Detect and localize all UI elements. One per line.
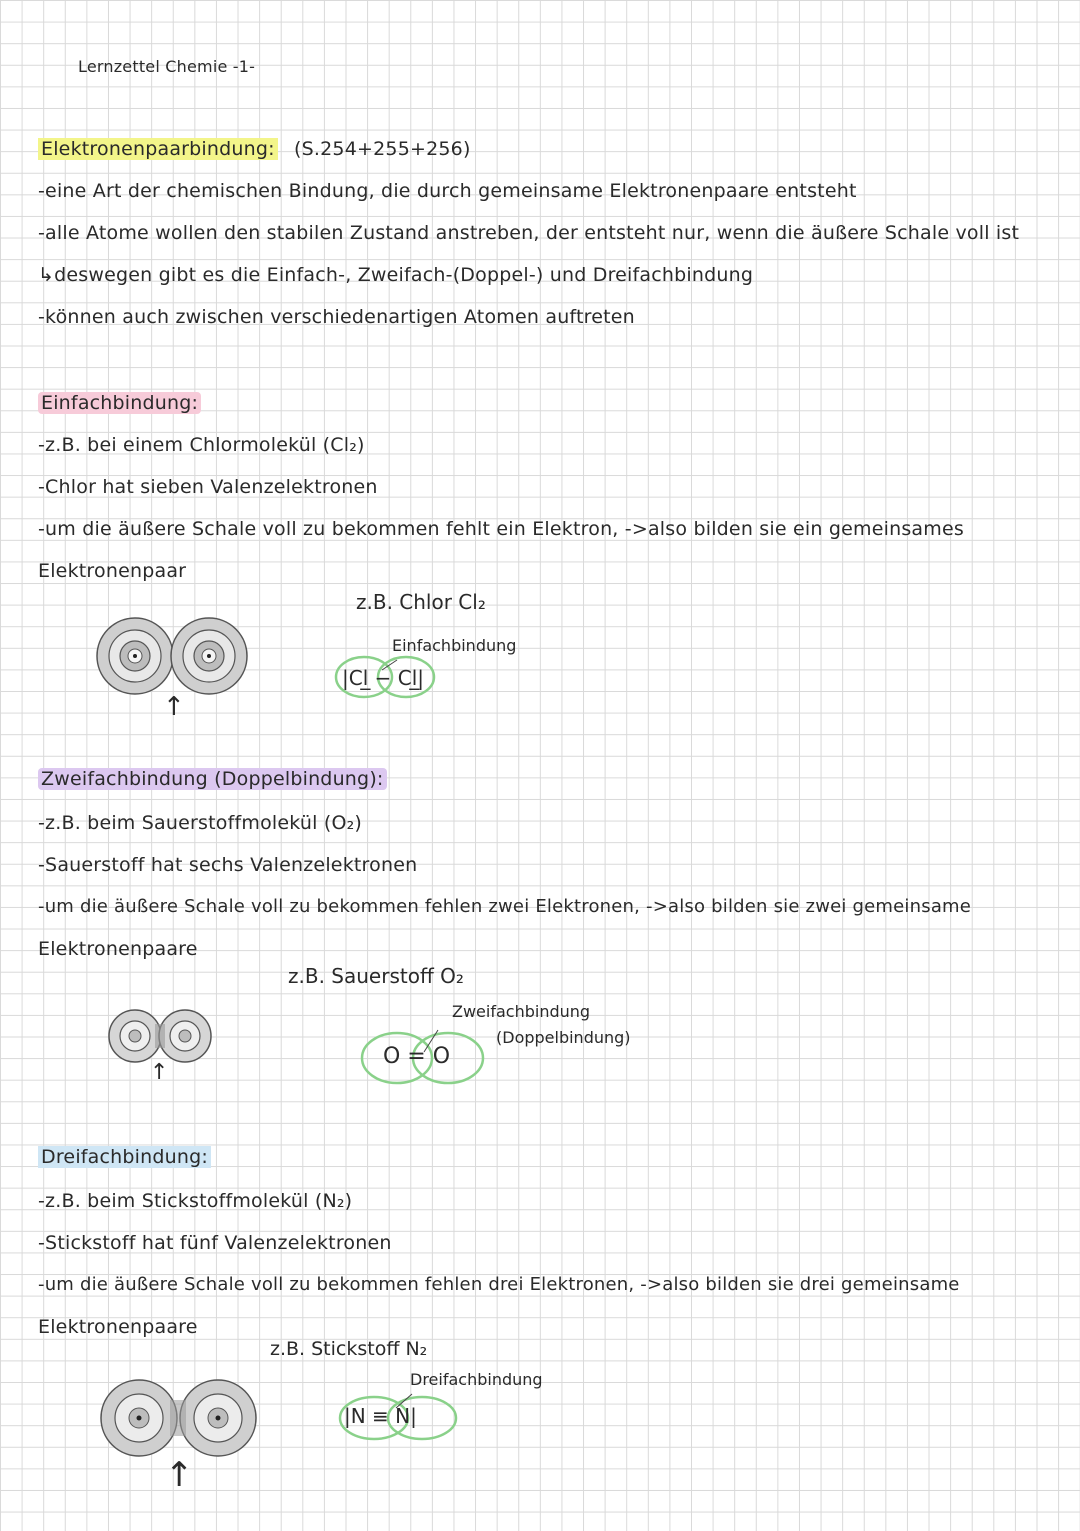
section-zweifach-line-4: Elektronenpaare bbox=[38, 938, 198, 960]
intro-heading: Elektronenpaarbindung: bbox=[38, 138, 278, 160]
arrow-up-icon: ↑ bbox=[165, 1455, 194, 1495]
section-einfach-line-4: Elektronenpaar bbox=[38, 560, 187, 582]
section-einfach-line-1: -z.B. bei einem Chlormolekül (Cl₂) bbox=[38, 434, 365, 456]
page-title: Lernzettel Chemie -1- bbox=[78, 57, 256, 76]
example-chlor-title: z.B. Chlor Cl₂ bbox=[356, 590, 486, 614]
formula-oxygen: O = O bbox=[383, 1044, 451, 1069]
arrow-up-icon: ↑ bbox=[163, 692, 185, 722]
nitrogen-atom-model bbox=[94, 1378, 266, 1458]
bond-label-zweifach: Zweifachbindung bbox=[452, 1002, 591, 1021]
oxygen-atom-model bbox=[106, 1008, 216, 1064]
section-einfach-line-2: -Chlor hat sieben Valenzelektronen bbox=[38, 476, 378, 498]
section-zweifach-line-3: -um die äußere Schale voll zu bekommen fehlen zwei Elektronen, ->also bilden sie zwei gemeinsame bbox=[38, 896, 972, 917]
bond-label-einfach: Einfachbindung bbox=[392, 636, 517, 655]
section-dreifach-line-2: -Stickstoff hat fünf Valenzelektronen bbox=[38, 1232, 392, 1254]
arrow-up-icon: ↑ bbox=[150, 1060, 169, 1085]
bond-label-dreifach: Dreifachbindung bbox=[410, 1370, 543, 1389]
bond-label-zweifach-sub: (Doppelbindung) bbox=[496, 1028, 631, 1047]
section-dreifach-line-4: Elektronenpaare bbox=[38, 1316, 198, 1338]
chlorine-atom-model bbox=[92, 616, 262, 696]
section-dreifach-line-3: -um die äußere Schale voll zu bekommen fehlen drei Elektronen, ->also bilden sie drei gemeinsame bbox=[38, 1274, 960, 1295]
formula-chlorine: |Cl̲ − Cl̲| bbox=[342, 666, 424, 690]
intro-heading-row bbox=[38, 138, 471, 160]
section-einfach-heading: Einfachbindung: bbox=[38, 392, 201, 414]
intro-line-3: ↳deswegen gibt es die Einfach-, Zweifach-(Doppel-) und Dreifachbindung bbox=[38, 264, 754, 286]
intro-line-2: -alle Atome wollen den stabilen Zustand anstreben, der entsteht nur, wenn die äußere Schale voll ist bbox=[38, 222, 1020, 244]
example-stickstoff-title: z.B. Stickstoff N₂ bbox=[270, 1338, 428, 1360]
intro-pages: (S.254+255+256) bbox=[294, 138, 471, 160]
formula-nitrogen: |N ≡ N| bbox=[344, 1404, 417, 1428]
section-zweifach-heading: Zweifachbindung (Doppelbindung): bbox=[38, 768, 387, 790]
intro-line-4: -können auch zwischen verschiedenartigen Atomen auftreten bbox=[38, 306, 635, 328]
intro-line-1: -eine Art der chemischen Bindung, die durch gemeinsame Elektronenpaare entsteht bbox=[38, 180, 857, 202]
section-zweifach-line-1: -z.B. beim Sauerstoffmolekül (O₂) bbox=[38, 812, 363, 834]
section-dreifach-line-1: -z.B. beim Stickstoffmolekül (N₂) bbox=[38, 1190, 353, 1212]
section-dreifach-heading: Dreifachbindung: bbox=[38, 1146, 211, 1168]
section-einfach-line-3: -um die äußere Schale voll zu bekommen fehlt ein Elektron, ->also bilden sie ein gemeinsames bbox=[38, 518, 964, 540]
section-zweifach-line-2: -Sauerstoff hat sechs Valenzelektronen bbox=[38, 854, 418, 876]
example-sauerstoff-title: z.B. Sauerstoff O₂ bbox=[288, 964, 464, 988]
